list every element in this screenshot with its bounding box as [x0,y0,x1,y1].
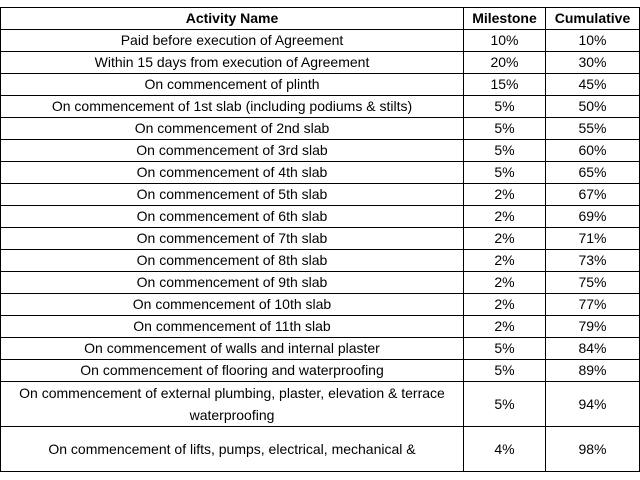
table-row [1,382,640,427]
milestone-cell: 2% [464,184,546,206]
payment-schedule-table [0,7,640,472]
cumulative-cell: 10% [546,30,640,52]
table-row [1,74,640,96]
table-row [1,52,640,74]
milestone-cell: 10% [464,30,546,52]
milestone-cell: 2% [464,206,546,228]
milestone-cell: 5% [464,118,546,140]
cumulative-cell: 71% [546,228,640,250]
cumulative-cell: 89% [546,360,640,382]
cumulative-cell: 94% [546,382,640,427]
activity-cell: On commencement of 2nd slab [1,118,464,140]
activity-name-header: Activity Name [1,8,464,30]
cumulative-cell: 67% [546,184,640,206]
cumulative-cell: 84% [546,338,640,360]
table-row [1,118,640,140]
table-row [1,360,640,382]
milestone-cell: 5% [464,382,546,427]
milestone-cell: 2% [464,272,546,294]
activity-cell: Paid before execution of Agreement [1,30,464,52]
table-row [1,206,640,228]
milestone-cell: 2% [464,228,546,250]
table-row [1,272,640,294]
activity-cell: Within 15 days from execution of Agreement [1,52,464,74]
milestone-cell: 2% [464,316,546,338]
table-row [1,162,640,184]
milestone-cell: 4% [464,427,546,472]
cumulative-cell: 50% [546,96,640,118]
milestone-cell: 2% [464,250,546,272]
cumulative-cell: 77% [546,294,640,316]
table-header-row [1,8,640,30]
activity-cell: On commencement of 7th slab [1,228,464,250]
activity-cell: On commencement of 4th slab [1,162,464,184]
table-row [1,140,640,162]
table-row [1,250,640,272]
milestone-cell: 2% [464,294,546,316]
activity-cell: On commencement of 1st slab (including podiums & stilts) [1,96,464,118]
table-row [1,228,640,250]
activity-cell: On commencement of external plumbing, plaster, elevation & terrace waterproofing [1,382,464,427]
cumulative-cell: 55% [546,118,640,140]
cumulative-cell: 73% [546,250,640,272]
cumulative-header: Cumulative [546,8,640,30]
cumulative-cell: 98% [546,427,640,472]
table-row [1,316,640,338]
activity-cell: On commencement of 10th slab [1,294,464,316]
activity-cell: On commencement of 9th slab [1,272,464,294]
table-row [1,184,640,206]
activity-cell: On commencement of 5th slab [1,184,464,206]
cumulative-cell: 69% [546,206,640,228]
milestone-cell: 20% [464,52,546,74]
activity-cell: On commencement of plinth [1,74,464,96]
table-row [1,30,640,52]
milestone-cell: 5% [464,360,546,382]
milestone-cell: 5% [464,162,546,184]
milestone-cell: 5% [464,140,546,162]
activity-cell: On commencement of 3rd slab [1,140,464,162]
table-row [1,96,640,118]
table-row [1,294,640,316]
milestone-cell: 5% [464,96,546,118]
cumulative-cell: 45% [546,74,640,96]
table-row [1,427,640,472]
cumulative-cell: 79% [546,316,640,338]
activity-cell: On commencement of flooring and waterproofing [1,360,464,382]
milestone-cell: 15% [464,74,546,96]
cumulative-cell: 30% [546,52,640,74]
activity-cell: On commencement of 8th slab [1,250,464,272]
milestone-cell: 5% [464,338,546,360]
activity-cell: On commencement of lifts, pumps, electrical, mechanical & [1,427,464,472]
activity-cell: On commencement of walls and internal plaster [1,338,464,360]
milestone-header: Milestone [464,8,546,30]
activity-cell: On commencement of 6th slab [1,206,464,228]
cumulative-cell: 75% [546,272,640,294]
cumulative-cell: 60% [546,140,640,162]
activity-cell: On commencement of 11th slab [1,316,464,338]
table-row [1,338,640,360]
cumulative-cell: 65% [546,162,640,184]
